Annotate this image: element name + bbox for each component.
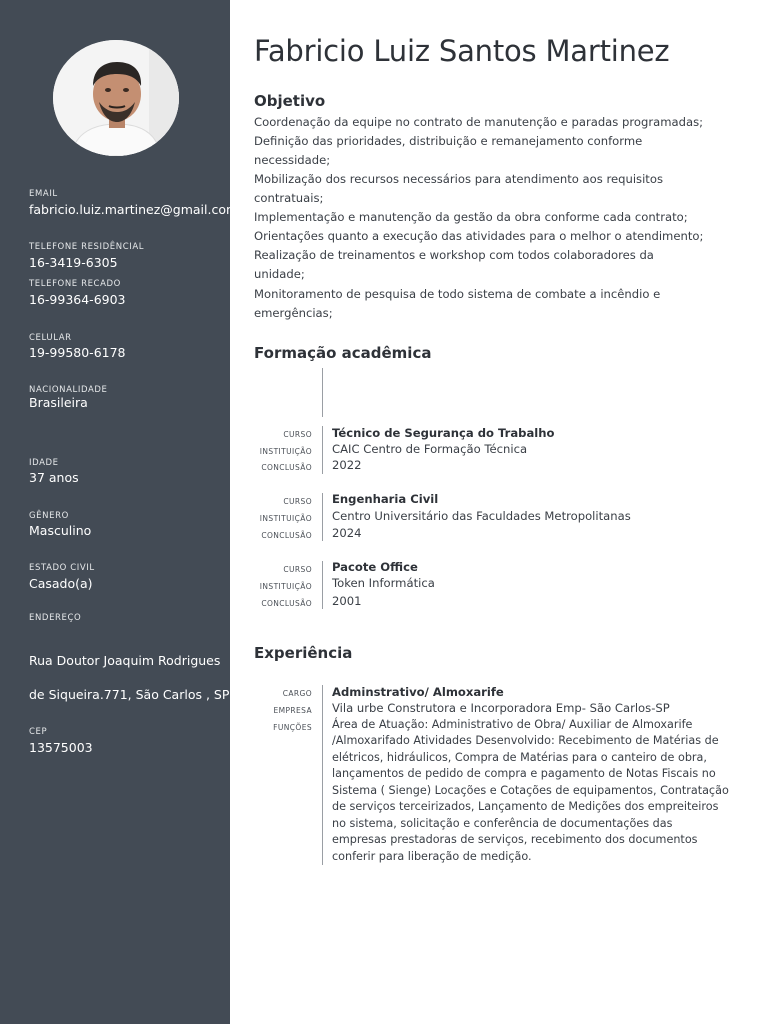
empresa-value: Vila urbe Construtora e Incorporadora Emp- São Carlos-SP — [332, 701, 670, 715]
curso-label: CURSO — [283, 565, 312, 574]
instituicao-label: INSTITUIÇÃO — [259, 582, 312, 591]
tel-recado-value: 16-99364-6903 — [29, 292, 126, 307]
curso-label: CURSO — [283, 430, 312, 439]
objetivo-line: contratuais; — [254, 191, 324, 205]
tel-recado-label: TELEFONE RECADO — [29, 279, 121, 289]
funcoes-label: FUNÇÕES — [273, 723, 312, 732]
funcoes-line: elétricos, hidráulicos, Compra de Matérias para o canteiro de obra, — [332, 751, 707, 764]
idade-label: IDADE — [29, 458, 59, 468]
cep-value: 13575003 — [29, 740, 93, 755]
funcoes-line: conferir para liberação de medição. — [332, 850, 532, 863]
objetivo-line: Orientações quanto a execução das atividades para o melhor o atendimento; — [254, 229, 704, 243]
objetivo-line: Coordenação da equipe no contrato de manutenção e paradas programadas; — [254, 115, 704, 129]
objetivo-line: unidade; — [254, 267, 305, 281]
objetivo-line: Realização de treinamentos e workshop com todos colaboradores da — [254, 248, 654, 262]
objetivo-line: Definição das prioridades, distribuição e remanejamento conforme — [254, 134, 643, 148]
funcoes-line: /Almoxarifado Atividades Desenvolvido: Recebimento de Matérias de — [332, 734, 719, 747]
genero-label: GÊNERO — [29, 511, 69, 521]
instituicao-value: Token Informática — [332, 576, 435, 590]
cargo-value: Adminstrativo/ Almoxarife — [332, 685, 504, 699]
candidate-name: Fabricio Luiz Santos Martinez — [254, 34, 670, 68]
endereco-line1: Rua Doutor Joaquim Rodrigues — [29, 653, 221, 668]
timeline-divider — [322, 561, 323, 609]
curso-label: CURSO — [283, 497, 312, 506]
timeline-divider — [322, 426, 323, 474]
genero-value: Masculino — [29, 523, 92, 538]
conclusao-value: 2022 — [332, 458, 362, 472]
endereco-line2: de Siqueira.771, São Carlos , SP — [29, 687, 230, 702]
funcoes-line: lançamentos de pedido de compra e pagamento de Notas Fiscais no — [332, 767, 716, 780]
celular-label: CELULAR — [29, 333, 72, 343]
idade-value: 37 anos — [29, 470, 79, 485]
funcoes-line: empresas prestadoras de serviços, recebimento dos documentos — [332, 833, 698, 846]
cargo-label: CARGO — [282, 689, 312, 698]
nacionalidade-value: Brasileira — [29, 395, 88, 410]
curso-value: Engenharia Civil — [332, 492, 439, 506]
curso-value: Técnico de Segurança do Trabalho — [332, 426, 555, 440]
timeline-divider — [322, 685, 323, 865]
objetivo-line: Monitoramento de pesquisa de todo sistema de combate a incêndio e — [254, 287, 661, 301]
person-photo-icon — [53, 40, 179, 156]
objetivo-line: emergências; — [254, 306, 333, 320]
email-value[interactable]: fabricio.luiz.martinez@gmail.com — [29, 202, 239, 217]
instituicao-label: INSTITUIÇÃO — [259, 514, 312, 523]
cep-label: CEP — [29, 727, 48, 737]
tel-res-label: TELEFONE RESIDÊNCIAL — [29, 242, 145, 252]
empresa-label: EMPRESA — [273, 706, 312, 715]
curso-value: Pacote Office — [332, 560, 418, 574]
instituicao-label: INSTITUIÇÃO — [259, 447, 312, 456]
objetivo-title: Objetivo — [254, 92, 326, 110]
estado-civil-label: ESTADO CIVIL — [29, 563, 95, 573]
celular-value: 19-99580-6178 — [29, 345, 126, 360]
funcoes-line: de serviços terceirizados, Lançamento de Medições dos empreiteiros — [332, 800, 719, 813]
instituicao-value: Centro Universitário das Faculdades Metropolitanas — [332, 509, 631, 523]
sidebar — [0, 0, 239, 1024]
main-content — [230, 0, 768, 1024]
email-label: EMAIL — [29, 189, 58, 199]
conclusao-label: CONCLUSÃO — [261, 599, 312, 608]
formacao-title: Formação acadêmica — [254, 344, 432, 362]
conclusao-value: 2024 — [332, 526, 362, 540]
instituicao-value: CAIC Centro de Formação Técnica — [332, 442, 528, 456]
objetivo-line: Implementação e manutenção da gestão da obra conforme cada contrato; — [254, 210, 688, 224]
funcoes-line: no sistema, solicitação e conferência de documentações das — [332, 817, 673, 830]
profile-photo — [53, 40, 179, 156]
estado-civil-value: Casado(a) — [29, 576, 93, 591]
conclusao-value: 2001 — [332, 594, 362, 608]
funcoes-line: Área de Atuação: Administrativo de Obra/ Auxiliar de Almoxarife — [332, 718, 693, 731]
tel-res-value: 16-3419-6305 — [29, 255, 118, 270]
timeline-divider — [322, 368, 323, 417]
conclusao-label: CONCLUSÃO — [261, 463, 312, 472]
experiencia-title: Experiência — [254, 644, 353, 662]
conclusao-label: CONCLUSÃO — [261, 531, 312, 540]
objetivo-line: necessidade; — [254, 153, 331, 167]
objetivo-line: Mobilização dos recursos necessários para atendimento aos requisitos — [254, 172, 663, 186]
funcoes-line: Sistema ( Sienge) Locações e Cotações de equipamentos, Contratação — [332, 784, 729, 797]
endereco-label: ENDEREÇO — [29, 613, 82, 623]
nacionalidade-label: NACIONALIDADE — [29, 385, 108, 395]
timeline-divider — [322, 493, 323, 541]
